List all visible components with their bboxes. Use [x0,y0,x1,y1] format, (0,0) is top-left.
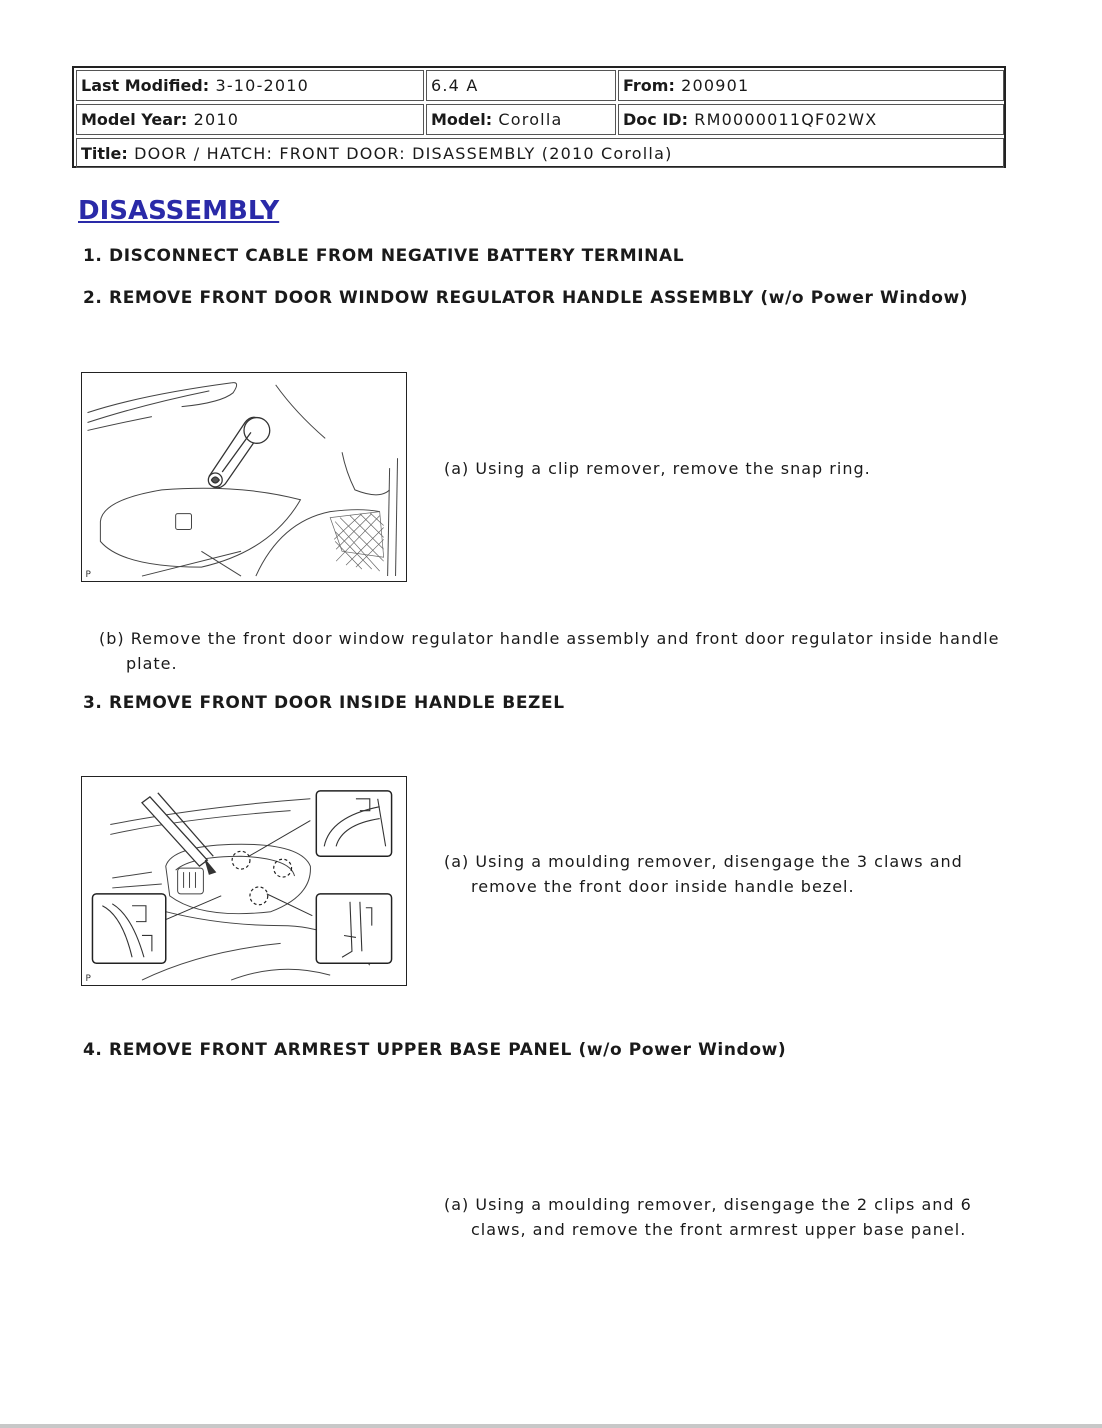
doc-id-value: RM0000011QF02WX [694,110,878,129]
page-heading: DISASSEMBLY [78,196,280,226]
model-year-label: Model Year: [81,110,188,129]
step-2-figure-label: P [85,570,91,581]
version-value: 6.4 A [431,76,479,95]
claw-detail-left [92,894,165,963]
model-year-cell [76,104,424,135]
doc-id-cell [618,104,1004,135]
step-3-title: 3. REMOVE FRONT DOOR INSIDE HANDLE BEZEL [83,693,565,713]
step-4-title: 4. REMOVE FRONT ARMREST UPPER BASE PANEL (w/o Power Window) [83,1040,787,1060]
title-cell [76,138,1004,168]
model-year-value: 2010 [193,110,240,129]
from-value: 200901 [681,76,750,95]
step-3-figure-label: P [85,974,91,985]
step-2-instruction-b: (b) Remove the front door window regulator handle assembly and front door regulator inside handle plate. [99,629,1000,673]
step-3-instruction-a: (a) Using a moulding remover, disengage the 3 claws and remove the front door inside handle bezel. [444,852,963,896]
step-3-figure [81,776,407,986]
from-cell [618,70,1004,101]
step-4-instruction-a: (a) Using a moulding remover, disengage the 2 clips and 6 claws, and remove the front armrest upper base panel. [444,1195,972,1239]
last-modified-label: Last Modified: [81,76,210,95]
from-label: From: [623,76,675,95]
step-2-figure [81,372,407,582]
version-cell [426,70,616,101]
window-regulator-handle-illustration [82,373,406,581]
model-cell [426,104,616,135]
last-modified-value: 3-10-2010 [215,76,310,95]
page-bottom-border [0,1424,1102,1428]
last-modified-cell [76,70,424,101]
model-value: Corolla [498,110,563,129]
title-value: DOOR / HATCH: FRONT DOOR: DISASSEMBLY (2010 Corolla) [134,144,673,163]
model-label: Model: [431,110,493,129]
step-1-title: 1. DISCONNECT CABLE FROM NEGATIVE BATTERY TERMINAL [83,246,685,266]
inside-handle-bezel-illustration [82,777,406,985]
document-header-table [72,66,1006,168]
claw-detail-right [316,894,391,963]
step-2-instruction-a: (a) Using a clip remover, remove the snap ring. [444,459,871,478]
title-label: Title: [81,144,128,163]
step-2-title: 2. REMOVE FRONT DOOR WINDOW REGULATOR HANDLE ASSEMBLY (w/o Power Window) [83,288,969,308]
doc-id-label: Doc ID: [623,110,688,129]
claw-detail-top [316,791,391,856]
